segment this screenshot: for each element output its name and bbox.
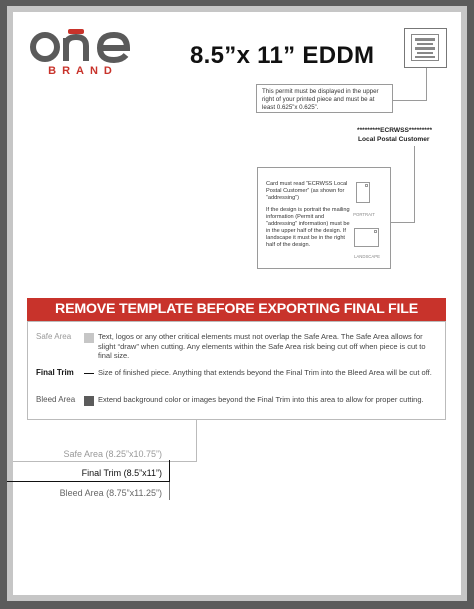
legend-trim-line <box>7 481 170 482</box>
legend-safe-area: Safe Area (8.25”x10.75”) <box>63 449 162 459</box>
card-connector-horizontal <box>391 222 415 223</box>
card-note-text <box>266 181 350 254</box>
one-logo-mark <box>28 28 132 64</box>
legend-bleed-tick <box>169 482 170 500</box>
card-note <box>257 167 391 269</box>
safe-area-label: Safe Area <box>36 332 72 341</box>
permit-connector-horizontal <box>393 100 427 101</box>
permit-note: This permit must be displayed in the upper right of your printed piece and must be at least 0.625”x 0.625”. <box>256 84 393 113</box>
final-trim-swatch <box>84 373 94 374</box>
safe-area-swatch <box>84 333 94 343</box>
card-note-para-1: Card must read “ECRWSS Local Postal Customer” (as shown for “addressing”) <box>266 181 348 201</box>
landscape-label: LANDSCAPE <box>353 254 381 259</box>
final-trim-description: Size of finished piece. Anything that extends beyond the Final Trim into the Bleed Area will be cut off. <box>98 368 432 377</box>
legend-bleed-area: Bleed Area (8.75”x11.25”) <box>59 488 162 498</box>
ecrwss-line: *********ECRWSS********* <box>357 127 433 134</box>
bleed-area-swatch <box>84 396 94 406</box>
legend-connector-vertical <box>196 420 197 462</box>
area-legend-box <box>27 321 446 420</box>
logo-brand-text: BRAND <box>48 65 118 77</box>
portrait-label: PORTRAIT <box>353 212 375 217</box>
permit-connector-vertical <box>426 68 427 101</box>
legend-final-trim: Final Trim (8.5”x11”) <box>81 468 162 478</box>
one-brand-logo <box>28 28 132 80</box>
bleed-area-description: Extend background color or images beyond the Final Trim into this area to allow for proper cutting. <box>98 395 424 404</box>
landscape-card-icon <box>354 228 379 247</box>
final-trim-label: Final Trim <box>36 368 74 377</box>
permit-icon <box>411 34 439 61</box>
remove-template-banner: REMOVE TEMPLATE BEFORE EXPORTING FINAL FILE <box>27 298 446 321</box>
legend-trim-tick <box>169 460 170 482</box>
local-postal-customer: Local Postal Customer <box>358 136 430 143</box>
bleed-area-label: Bleed Area <box>36 395 76 404</box>
page-title: 8.5”x 11” EDDM <box>190 42 375 69</box>
portrait-card-icon <box>356 182 370 203</box>
card-note-para-2: If the design is portrait the mailing information (Permit and “addressing” information) must be in the upper half of the design. If landscape it must be in the right half of the design. <box>266 207 350 248</box>
permit-indicium-box <box>404 28 447 68</box>
card-connector-vertical <box>414 146 415 223</box>
safe-area-description: Text, logos or any other critical elements must not overlap the Safe Area. The Safe Area allows for slight “draw” when cutting. Any elements within the Safe Area risk being cut off when piece is cut to final size. <box>98 332 426 360</box>
